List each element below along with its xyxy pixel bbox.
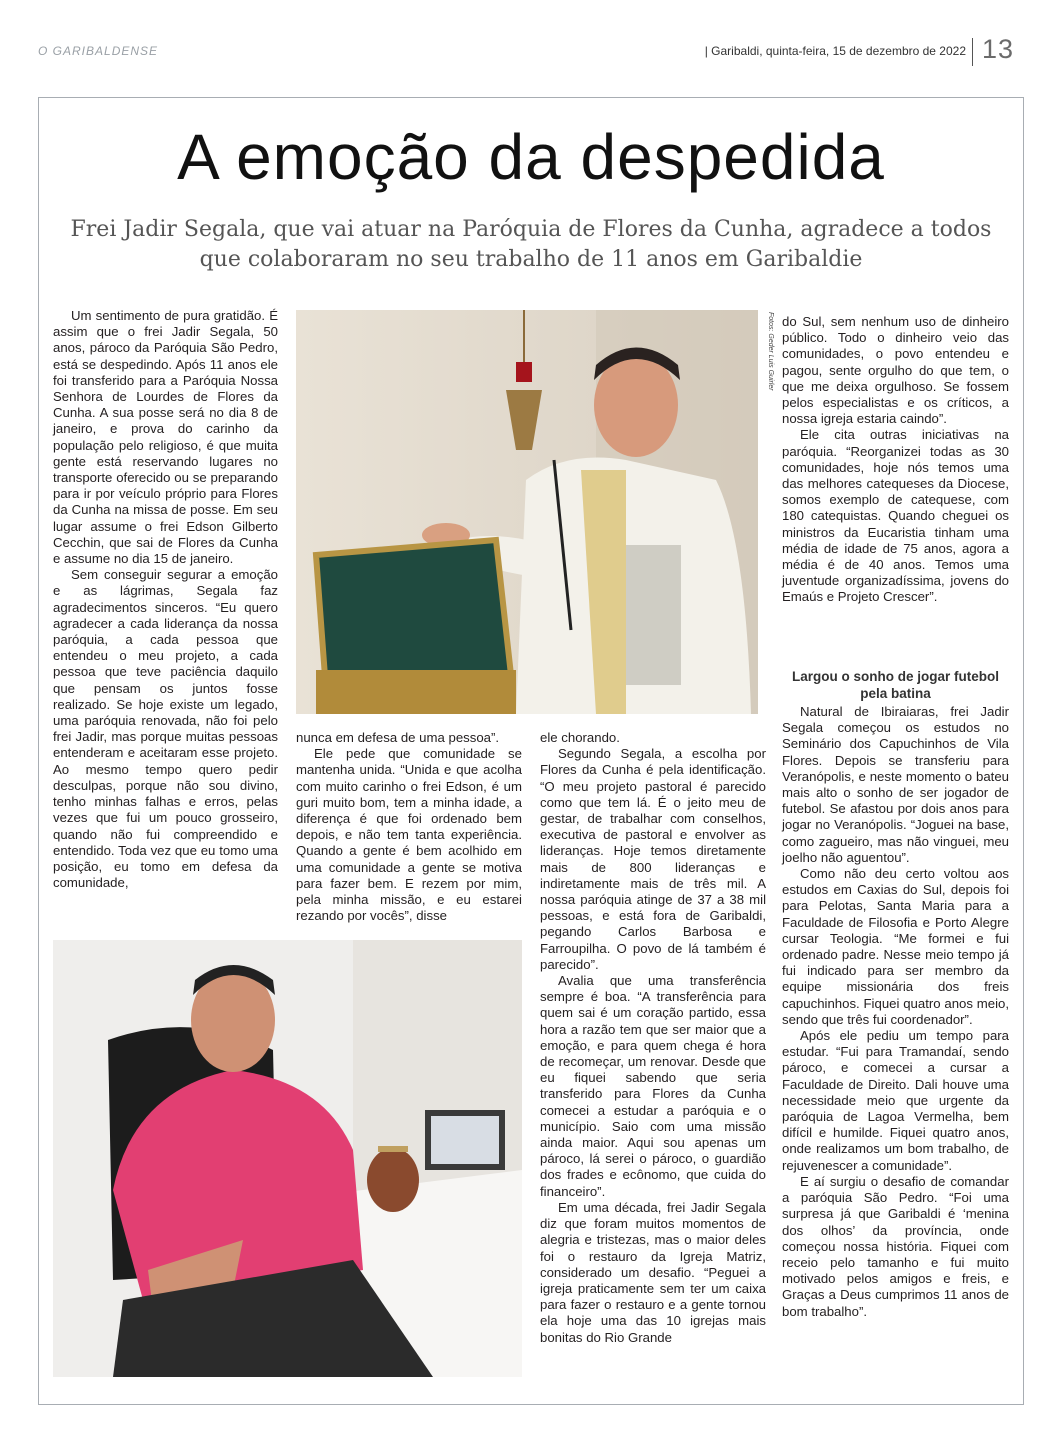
photo-illustration [296,310,758,714]
paragraph: Sem conseguir segurar a emoção e as lágrimas, Segala faz agradecimentos sinceros. “Eu quero agradecer a cada liderança da nossa paróquia, a cada pessoa que entendeu o meu projeto, a cada pessoa que teve paciência daquilo que pensam os juntos fosse realizado. Se hoje existe um legado, uma paróquia renovada, não foi pelo frei Jadir, mas porque muitas pessoas entenderam e aceitaram esse projeto. Ao mesmo tempo quero pedir desculpas, porque não sou divino, tenho minhas falhas e erros, pelas vezes que fui um pouco grosseiro, quando não fui compreendido e entendido. Toda vez que eu tomo uma posição, eu tomo em defesa da comunidade, [53,567,278,891]
paragraph-continuation: do Sul, sem nenhum uso de dinheiro público. Todo o dinheiro veio das comunidades, o povo entendeu e pagou, sente orgulho do que tem, o que me deixa orgulhoso. Se fossem pelos especialistas e os críticos, a nossa igreja estaria caindo”. [782,314,1009,427]
header-divider [972,38,973,66]
paragraph: Ele cita outras iniciativas na paróquia. “Reorganizei todas as 30 comunidades, hoje nós temos uma das melhores catequeses da Diocese, somos exemplo de catequese, com 180 catequistas. Quando cheguei os ministros da Eucaristia tinham uma média de idade de 75 anos, agora a média é de 40 anos. Temos uma juventude organizadíssima, jovens do Emaús e Projeto Crescer”. [782,427,1009,605]
paragraph: Como não deu certo voltou aos estudos em Caxias do Sul, depois foi para Pelotas, Santa Maria para a Faculdade de Filosofia e Porto Alegre cursar Teologia. “Me formei e fui ordenado padre. Nesse meio tempo já fui indicado para ser membro da equipe missionária dos freis capuchinhos. Fiquei quatro anos meio, sendo que três fui coordenador”. [782,866,1009,1027]
text-column-3 [540,730,766,1346]
section-heading: Largou o sonho de jogar futebol pela batina [792,669,999,701]
paragraph: E aí surgiu o desafio de comandar a paróquia São Pedro. “Foi uma surpresa já que Garibaldi é ‘menina dos olhos’ da província, onde começou nossa história. Fiquei com receio pelo tamanho e fui muito motivado pelos amigos e freis, e Graças a Deus cumprimos 11 anos de bom trabalho”. [782,1173,1009,1319]
paragraph-continuation: nunca em defesa de uma pessoa”. [296,730,500,745]
text-column-1 [53,308,278,891]
paragraph: Ele pede que comunidade se mantenha unida. “Unida e que acolha com muito carinho o frei Edson, é um guri muito bom, tem a minha idade, a diferença é que foi ordenado bem depois, e não tem tanta experiência. Quando a gente é bem acolhido em uma comunidade a gente se motiva para fazer bem. E rezem por mim, pela minha missão, e eu estarei rezando por vocês”, disse [296,746,522,924]
paragraph: Um sentimento de pura gratidão. É assim que o frei Jadir Segala, 50 anos, pároco da Paróquia São Pedro, está se despedindo. Após 11 anos ele foi transferido para a Paróquia Nossa Senhora de Lourdes de Flores da Cunha. A sua posse será no dia 8 de janeiro, e prova do carinho da população pelo religioso, é que muita gente está reservando lugares no transporte oferecido ou se preparando para ir por veículo próprio para Flores da Cunha na missa de posse. Em seu lugar assume o frei Edson Gilberto Cecchin, que sai de Flores da Cunha e assume no dia 15 de janeiro. [53,308,278,567]
paragraph: Após ele pediu um tempo para estudar. “Fui para Tramandaí, sendo pároco, e comecei a cursar a Faculdade de Direito. Dali houve uma necessidade meio que urgente da paróquia de Lagoa Vermelha, bem difícil e humilde. Fiquei quatro anos, onde realizamos um bom trabalho, de rejuvenescer a comunidade”. [782,1028,1009,1173]
paragraph: Segundo Segala, a escolha por Flores da Cunha é pela identificação. “O meu projeto pastoral é parecido como que tem lá. É o jeito meu de gestar, de trabalhar com conselhos, executiva de pastoral e envolver as lideranças. Hoje temos diretamente mais de 800 lideranças e indiretamente mais de três mil. A nossa paróquia atinge de 37 a 38 mil pessoas, e está fora de Garibaldi, pegando Carlos Barbosa e Farroupilha. O povo de lá também é parecido”. [540,746,766,972]
dateline: | Garibaldi, quinta-feira, 15 de dezembro de 2022 [704,44,966,58]
man-at-desk-photo [53,940,522,1377]
text-column-2 [296,730,522,924]
paragraph-continuation: ele chorando. [540,730,620,745]
page-number: 13 [982,34,1015,64]
paragraph: Avalia que uma transferência sempre é boa. “A transferência para quem sai é um coração partido, essa hora a razão tem que ser maior que a emoção, e para quem chega é hora de recomeçar, um renovar. Desde que eu fiquei sabendo que seria transferido para Flores da Cunha comecei a estudar a paróquia e o município. Saio com uma missão ainda maior. Aqui sou apenas um pároco, lá serei o pároco, o guardião dos frades e ecônomo, que cuida do financeiro”. [540,973,766,1199]
text-column-4 [782,314,1009,606]
text-column-4-section [782,668,1009,1320]
article-title: A emoção da despedida [177,121,885,193]
paragraph: Em uma década, frei Jadir Segala diz que foram muitos momentos de alegria e tristezas, mas o maior deles foi o restauro da Igreja Matriz, considerado um desafio. “Peguei a igreja praticamente sem ter um caixa para fazer o restauro e a gente tornou ela hoje uma das 10 igrejas mais bonitas do Rio Grande [540,1199,766,1345]
publication-name: O GARIBALDENSE [38,44,159,58]
photo-illustration [53,940,522,1377]
paragraph: Natural de Ibiraiaras, frei Jadir Segala começou os estudos no Seminário dos Capuchinhos de Vila Flores. Depois se transferiu para Veranópolis, e neste momento o bateu mais alto o sonho de ser jogador de futebol. Se afastou por dois anos para jogar no Veranópolis. “Joguei na base, como zagueiro, mas não vinguei, meu joelho não aguentou”. [782,704,1009,865]
priest-at-lectern-photo [296,310,758,714]
photo-credit: Fotos: Geder Luis Guirler [767,312,774,391]
article-subtitle: Frei Jadir Segala, que vai atuar na Paróquia de Flores da Cunha, agradece a todos que colaboraram no seu trabalho de 11 anos em Garibaldie [70,217,992,272]
